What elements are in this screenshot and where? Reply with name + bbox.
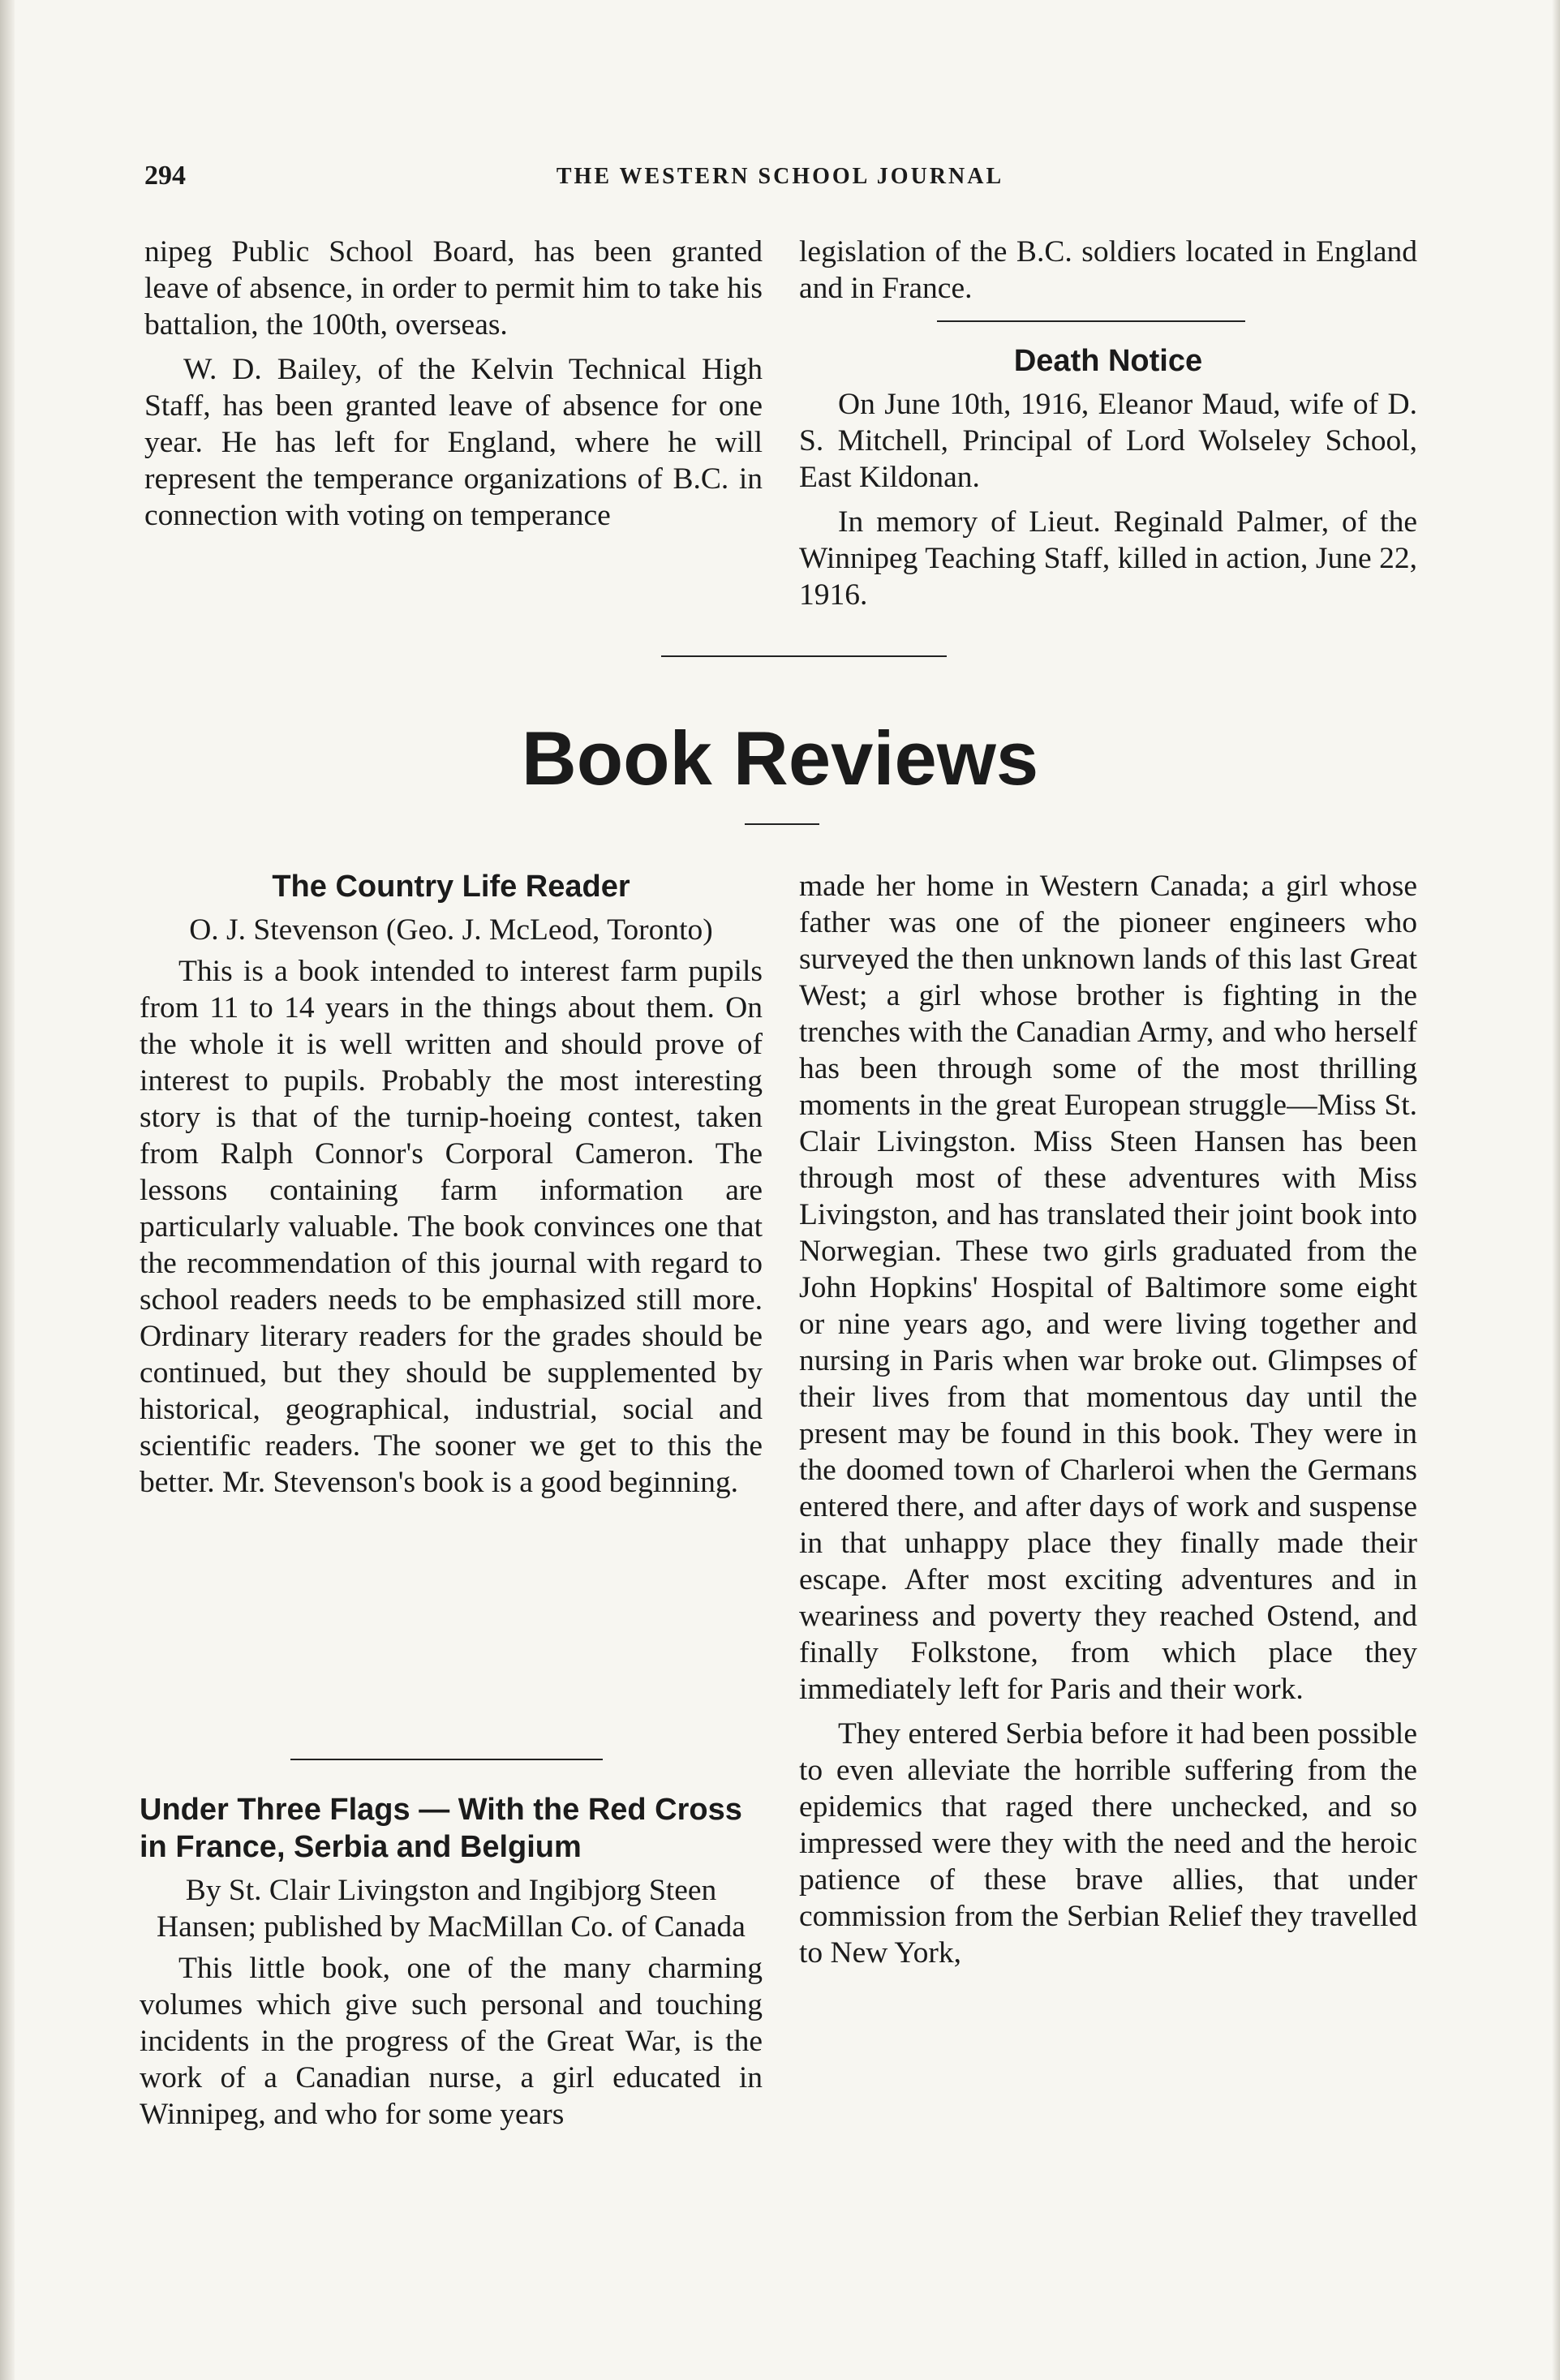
divider-rule (745, 823, 819, 825)
death-notice-heading: Death Notice (1013, 344, 1203, 378)
review-under-three-flags (140, 1791, 763, 2133)
review-byline: O. J. Stevenson (Geo. J. McLeod, Toronto) (189, 913, 713, 947)
page-scan-edge-right (1552, 0, 1560, 2380)
top-left-column (144, 234, 763, 534)
review-body: This little book, one of the many charming volumes which give such personal and touching incidents in the progress of the Great War, is the work of a Canadian nurse, a girl educated in Winnipeg, and who for some years (140, 1952, 763, 2131)
page-scan-edge-left (0, 0, 15, 2380)
divider-rule (290, 1759, 603, 1760)
paragraph: In memory of Lieut. Reginald Palmer, of the Winnipeg Teaching Staff, killed in action, June 22, 1916. (799, 505, 1417, 612)
review-body: This is a book intended to interest farm pupils from 11 to 14 years in the things about them. On the whole it is well written and should prove of interest to pupils. Probably the most interesting story is that of the turnip-hoeing contest, taken from Ralph Connor's Corporal Cameron. The lessons containing farm information are particularly valuable. The book convinces one that the recommendation of this journal with regard to school readers needs to be emphasized still more. Ordinary literary readers for the grades should be continued, but they should be supplemented by historical, geographical, industrial, social and scientific readers. The sooner we get to this the better. Mr. Stevenson's book is a good beginning. (140, 955, 763, 1499)
paragraph: On June 10th, 1916, Eleanor Maud, wife of D. S. Mitchell, Principal of Lord Wolseley School, East Kildonan. (799, 388, 1417, 494)
paragraph: They entered Serbia before it had been possible to even alleviate the horrible suffering from the epidemics that raged there unchecked, and so impressed were they with the need and the heroic patience of these brave allies, that under commission from the Serbian Relief they travelled to New York, (799, 1717, 1417, 1970)
running-head (0, 161, 1560, 193)
journal-title: THE WESTERN SCHOOL JOURNAL (556, 164, 1004, 189)
review-title: The Country Life Reader (272, 870, 630, 904)
paragraph: legislation of the B.C. soldiers located in England and in France. (799, 235, 1417, 305)
paragraph: W. D. Bailey, of the Kelvin Technical High Staff, has been granted leave of absence for one year. He has left for England, where he will represent the temperance organizations of B.C. in connection with voting on temperance (144, 353, 763, 532)
review-title: Under Three Flags — With the Red Cross in France, Serbia and Belgium (140, 1793, 742, 1864)
review-continued-column (799, 868, 1417, 1971)
review-byline: By St. Clair Livingston and Ingibjorg Steen Hansen; published by MacMillan Co. of Canada (157, 1874, 746, 1944)
paragraph: made her home in Western Canada; a girl whose father was one of the pioneer engineers who surveyed the then unknown lands of this last Great West; a girl whose brother is fighting in the trenches with the Canadian Army, and who herself has been through some of the most thrilling moments in the great European struggle—Miss St. Clair Livingston. Miss Steen Hansen has been through most of these adventures with Miss Livingston, and has translated their joint book into Norwegian. These two girls graduated from the John Hopkins' Hospital of Baltimore some eight or nine years ago, and were living together and nursing in Paris when war broke out. Glimpses of their lives from that momentous day until the present may be found in this book. They were in the doomed town of Charleroi when the Germans entered there, and after days of work and suspense in that unhappy place they finally made their escape. After most exciting adventures and in weariness and poverty they reached Ostend, and finally Folkstone, from which place they immediately left for Paris and their work. (799, 870, 1417, 1706)
paragraph: nipeg Public School Board, has been granted leave of absence, in order to permit him to take his battalion, the 100th, overseas. (144, 235, 763, 342)
divider-rule (937, 320, 1245, 322)
section-title: Book Reviews (521, 715, 1039, 801)
review-country-life-reader (140, 868, 763, 1501)
death-notice (799, 342, 1417, 613)
divider-rule (661, 655, 947, 657)
top-right-column (799, 234, 1417, 307)
page-number: 294 (144, 161, 186, 191)
